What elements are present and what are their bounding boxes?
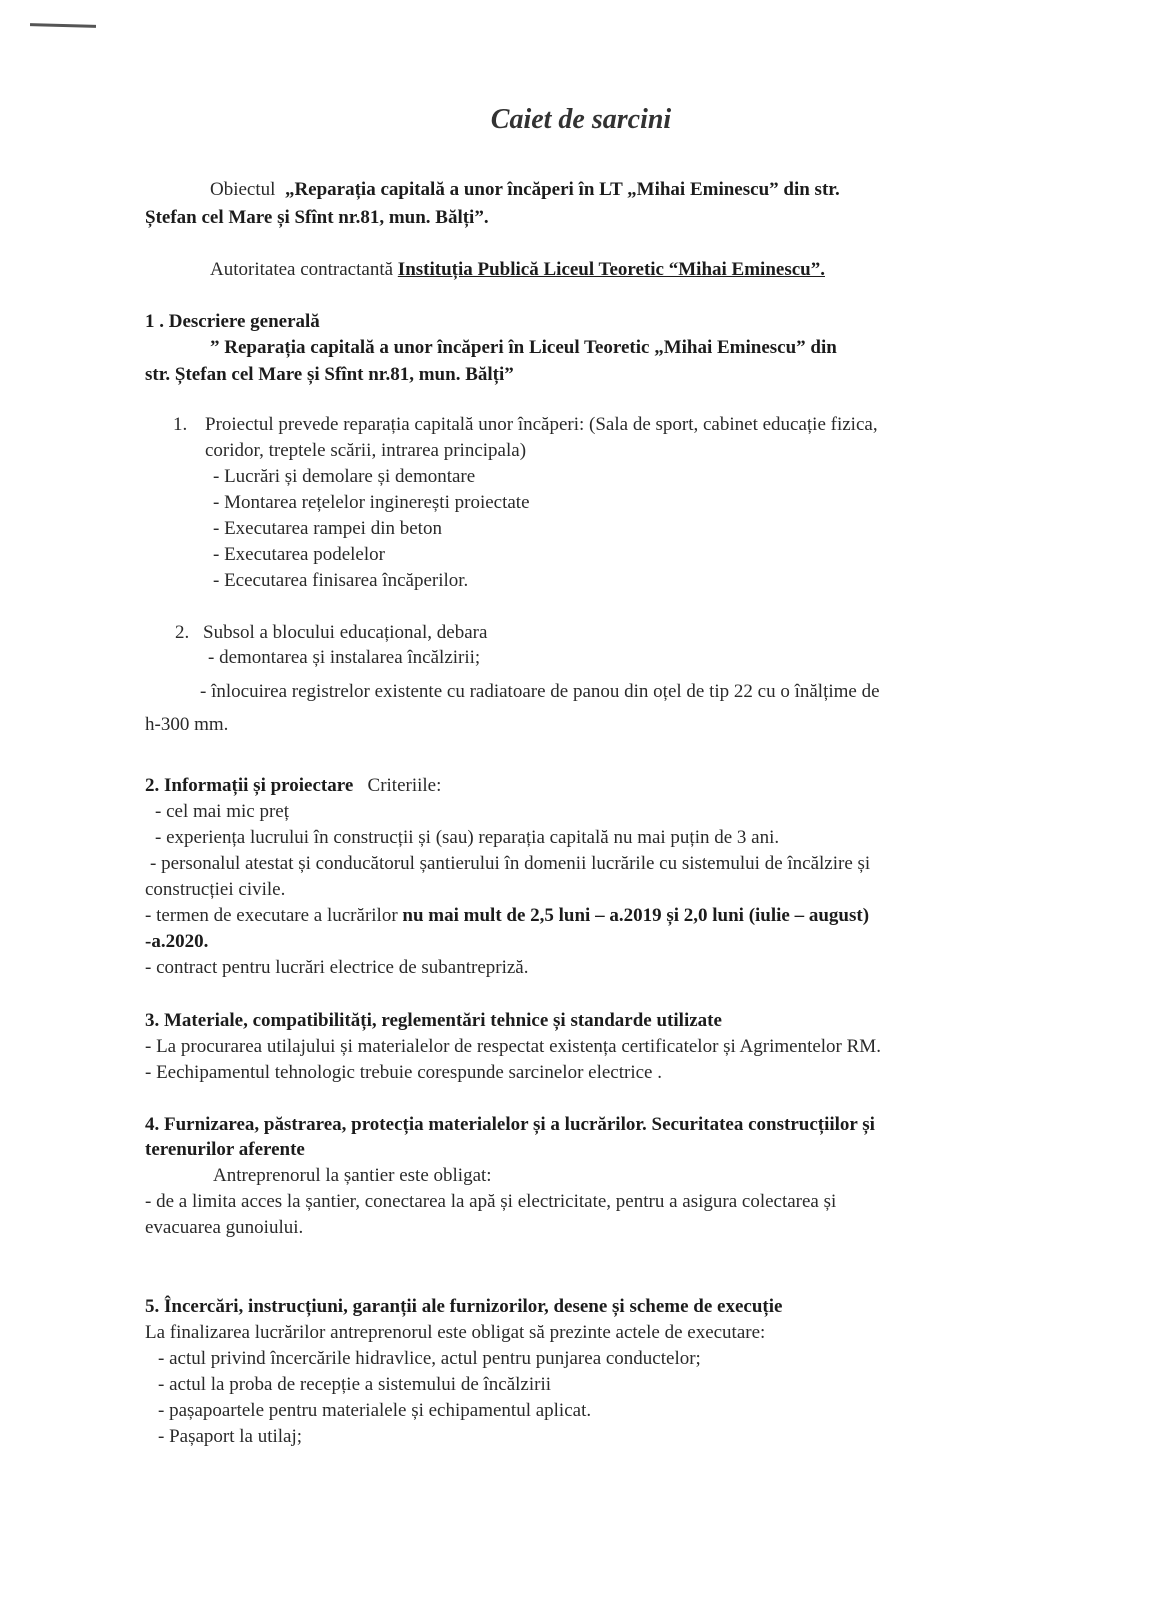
section-3-heading: 3. Materiale, compatibilități, reglementări tehnice și standarde utilizate [145,1010,722,1031]
paragraph: La finalizarea lucrărilor antreprenorul este obligat să prezinte actele de executare: [145,1322,766,1343]
item-1-text-2: coridor, treptele scării, intrarea principala) [205,440,527,461]
section-4-heading: 4. Furnizarea, păstrarea, protecția materialelor și a lucrărilor. Securitatea construcțiilor și [145,1114,875,1135]
paragraph: evacuarea gunoiului. [145,1217,304,1238]
section-1-subtitle: ” Reparația capitală a unor încăperi în Liceul Teoretic „Mihai Eminescu” din [210,337,837,358]
item-1-number: 1. [173,414,188,435]
document-title: Caiet de sarcini [490,104,672,135]
item-1-text: Proiectul prevede reparația capitală unor încăperi: (Sala de sport, cabinet educație fizica, [205,414,878,435]
criteria-label: Criteriile: [367,775,442,796]
section-5-heading: 5. Încercări, instrucțiuni, garanții ale furnizorilor, desene și scheme de execuție [145,1296,783,1317]
criterion: - personalul atestat și conducătorul șantierului în domenii lucrările cu sistemului de încălzire și [150,853,871,874]
object-line-2: Ștefan cel Mare și Sfînt nr.81, mun. Bălți”. [145,207,489,228]
bullet: - Ececutarea finisarea încăperilor. [213,570,469,591]
list-item: - pașapoartele pentru materialele și echipamentul aplicat. [158,1400,592,1421]
deadline-year: -a.2020. [145,931,209,952]
deadline-value: nu mai mult de 2,5 luni – a.2019 și 2,0 luni (iulie – august) [402,905,870,926]
authority-line [210,258,825,282]
criterion-deadline [145,904,869,928]
section-4-heading-2: terenurilor aferente [145,1139,305,1160]
bullet: - Lucrări și demolare și demontare [213,466,476,487]
paragraph: Antreprenorul la șantier este obligat: [213,1165,492,1186]
list-item: - actul la proba de recepție a sistemului de încălzirii [158,1374,552,1395]
paragraph: - Eechipamentul tehnologic trebuie corespunde sarcinelor electrice . [145,1062,662,1083]
section-2-heading-line [145,774,441,798]
bullet: - Executarea podelelor [213,544,385,565]
list-item: - Pașaport la utilaj; [158,1426,303,1447]
section-1-subtitle-2: str. Ștefan cel Mare și Sfînt nr.81, mun. Bălți” [145,364,514,385]
paragraph: - de a limita acces la șantier, conectarea la apă și electricitate, pentru a asigura colectarea și [145,1191,837,1212]
authority-value: Instituția Publică Liceul Teoretic “Mihai Eminescu”. [397,259,825,280]
bullet: - înlocuirea registrelor existente cu radiatoare de panou din oțel de tip 22 cu o înălțime de [200,681,880,702]
section-1-heading: 1 . Descriere generală [145,311,320,332]
criterion: - cel mai mic preț [155,801,289,822]
object-line [210,178,840,202]
bullet: - Executarea rampei din beton [213,518,442,539]
bullet: - Montarea rețelelor inginerești proiectate [213,492,530,513]
object-title: „Reparația capitală a unor încăperi în LT „Mihai Eminescu” din str. [284,179,840,200]
list-item: - actul privind încercările hidravlice, actul pentru punjarea conductelor; [158,1348,701,1369]
paragraph: - La procurarea utilajului și materialelor de respectat existența certificatelor și Agrimentelor RM. [145,1036,881,1057]
bullet: - demontarea și instalarea încălzirii; [208,647,481,668]
authority-label: Autoritatea contractantă [210,259,394,280]
section-2-heading: 2. Informații și proiectare [145,775,354,796]
criterion: - contract pentru lucrări electrice de subantrepriză. [145,957,529,978]
object-label: Obiectul [210,179,276,200]
bullet-continued: h-300 mm. [145,714,229,735]
scan-artifact [30,23,96,28]
criterion: - experiența lucrului în construcții și (sau) reparația capitală nu mai puțin de 3 ani. [155,827,780,848]
deadline-label: - termen de executare a lucrărilor [145,905,403,926]
item-2-text: Subsol a blocului educațional, debara [203,622,488,643]
item-2-number: 2. [175,622,190,643]
criterion-continued: construcției civile. [145,879,286,900]
